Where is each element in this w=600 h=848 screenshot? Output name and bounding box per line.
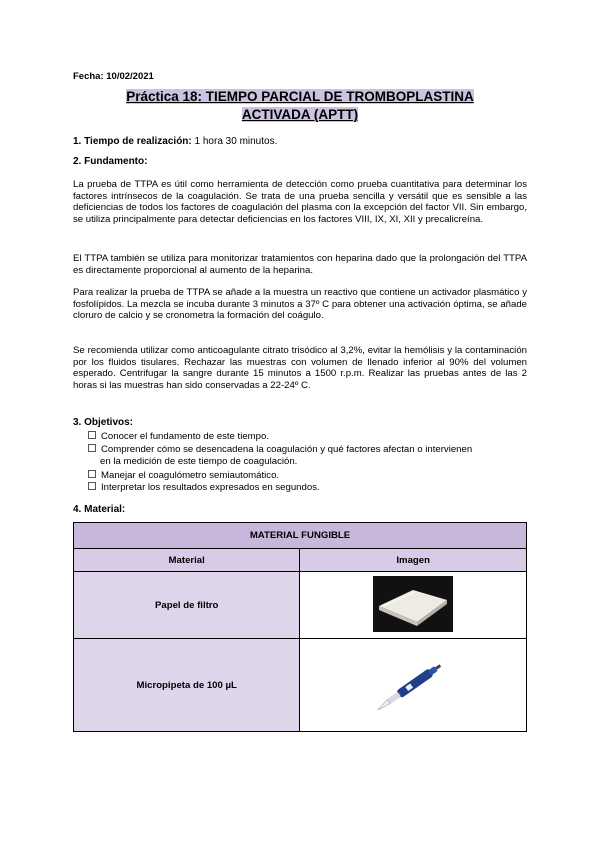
section-2-heading: 2. Fundamento: xyxy=(73,156,148,167)
micropipette-image xyxy=(375,652,451,716)
paragraph-3: Para realizar la prueba de TTPA se añade a la muestra un reactivo que contiene un activador plasmático y fosfolípidos. La mezcla se incuba durante 3 minutos a 37º C para obtener una activación óptima, se añade cloruro de calcio y se cronometra la formación del coágulo. xyxy=(73,287,527,321)
objective-item: Manejar el coagulómetro semiautomático. xyxy=(88,470,528,482)
page-title-line-2: ACTIVADA (APTT) xyxy=(241,107,359,122)
checkbox-bullet-icon xyxy=(88,482,96,490)
section-4-heading: 4. Material: xyxy=(73,504,126,515)
material-image-cell xyxy=(300,639,527,732)
table-row xyxy=(74,572,527,639)
filter-paper-image xyxy=(373,576,453,632)
material-image-cell xyxy=(300,572,527,639)
section-1-value: 1 hora 30 minutos. xyxy=(191,136,278,147)
objective-item: Interpretar los resultados expresados en segundos. xyxy=(88,482,528,494)
table-row xyxy=(74,639,527,732)
section-3-heading: 3. Objetivos: xyxy=(73,417,134,428)
objective-item: Comprender cómo se desencadena la coagulación y qué factores afectan o intervienen en la medición de este tiempo de coagulación. xyxy=(88,444,528,467)
checkbox-bullet-icon xyxy=(88,470,96,478)
checkbox-bullet-icon xyxy=(88,431,96,439)
objective-item: Conocer el fundamento de este tiempo. xyxy=(88,431,528,443)
material-table xyxy=(73,522,527,732)
column-header-image: Imagen xyxy=(300,549,527,572)
table-title: MATERIAL FUNGIBLE xyxy=(74,523,527,549)
section-1-heading: 1. Tiempo de realización: 1 hora 30 minutos. xyxy=(73,136,278,147)
paragraph-2: El TTPA también se utiliza para monitorizar tratamientos con heparina dado que la prolongación del TTPA es directamente proporcional al aumento de la heparina. xyxy=(73,253,527,276)
material-name: Micropipeta de 100 µL xyxy=(74,639,300,732)
checkbox-bullet-icon xyxy=(88,444,96,452)
date-line: Fecha: 10/02/2021 xyxy=(73,71,154,82)
paragraph-4: Se recomienda utilizar como anticoagulante citrato trisódico al 3,2%, evitar la hemólisis y la contaminación por los fluidos tisulares. Rechazar las muestras con volumen de llenado inferior al 90% del volumen esperado. Centrifugar la sangre durante 15 minutos a 1500 r.p.m. Realizar las pruebas antes de las 2 horas si las muestras han sido conservadas a 22-24º C. xyxy=(73,345,527,391)
column-header-material: Material xyxy=(74,549,300,572)
page-title-line-1: Práctica 18: TIEMPO PARCIAL DE TROMBOPLASTINA xyxy=(126,89,474,104)
paragraph-1: La prueba de TTPA es útil como herramienta de detección como prueba cuantitativa para determinar los factores intrínsecos de la coagulación. Se trata de una prueba sencilla y versátil que es sensible a las deficiencias de todos los factores de coagulación del plasma con la excepción del factor VII. Sin embargo, se utiliza principalmente para detectar deficiencias en los factores VIII, IX, XI, XII y precalicreína. xyxy=(73,179,527,225)
material-name: Papel de filtro xyxy=(74,572,300,639)
